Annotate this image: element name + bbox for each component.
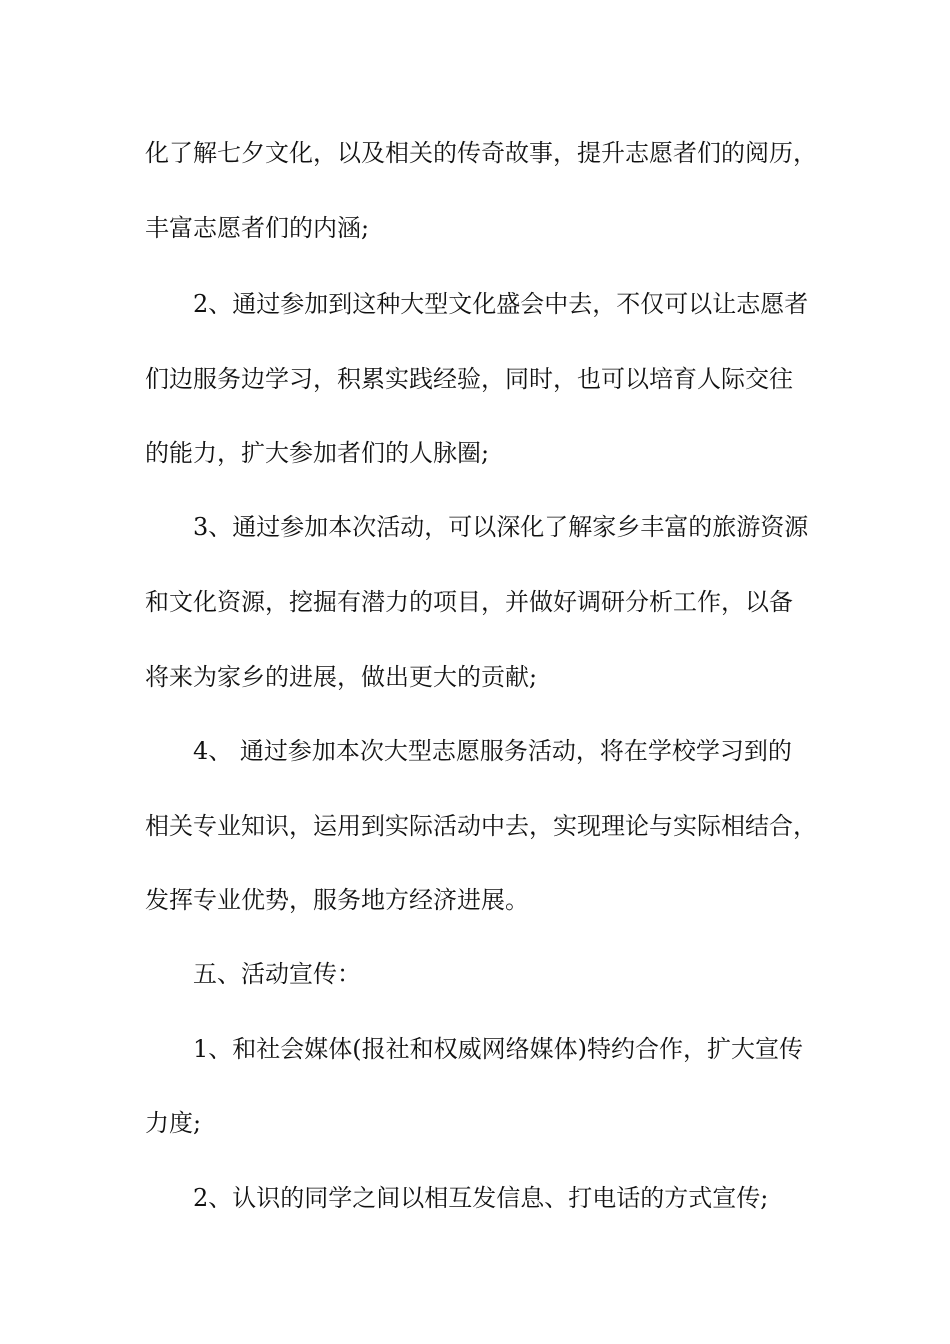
text-line: 2、通过参加到这种大型文化盛会中去，不仅可以让志愿者 [193,290,809,318]
text-line: 4、 通过参加本次大型志愿服务活动，将在学校学习到的 [193,737,792,765]
text-line: 丰富志愿者们的内涵; [145,214,370,242]
text-line: 和文化资源，挖掘有潜力的项目，并做好调研分析工作，以备 [145,588,793,616]
text-line: 2、认识的同学之间以相互发信息、打电话的方式宣传; [193,1184,769,1212]
text-line: 将来为家乡的进展，做出更大的贡献; [145,663,538,691]
text-line: 的能力，扩大参加者们的人脉圈; [145,439,490,467]
text-line: 力度; [145,1109,202,1137]
section-heading: 五、活动宣传： [193,960,361,988]
text-line: 3、通过参加本次活动，可以深化了解家乡丰富的旅游资源 [193,513,809,541]
text-line: 们边服务边学习，积累实践经验，同时，也可以培育人际交往 [145,365,793,393]
text-line: 化了解七夕文化，以及相关的传奇故事，提升志愿者们的阅历， [145,139,817,167]
text-line: 相关专业知识，运用到实际活动中去，实现理论与实际相结合， [145,812,817,840]
text-line: 发挥专业优势，服务地方经济进展。 [145,886,529,914]
text-line: 1、和社会媒体(报社和权威网络媒体)特约合作，扩大宣传 [193,1035,803,1063]
